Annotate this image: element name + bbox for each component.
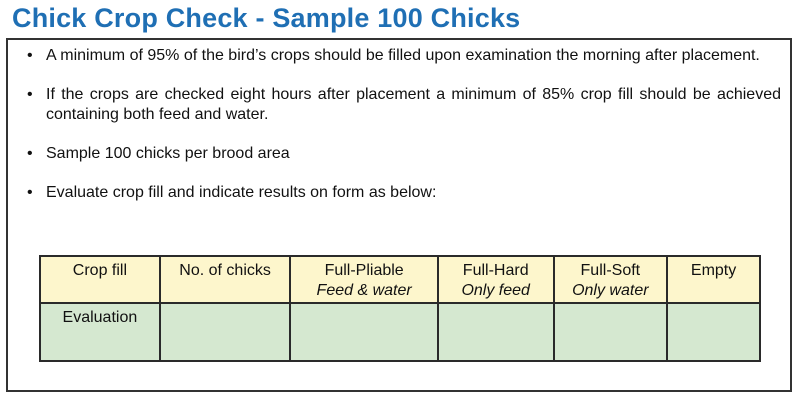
bullet-item bbox=[27, 85, 781, 125]
bullet-text: Sample 100 chicks per brood area bbox=[46, 145, 290, 162]
header-full-pliable: Full-Pliable Feed & water bbox=[290, 256, 438, 303]
header-empty: Empty bbox=[667, 256, 760, 303]
crop-fill-form bbox=[39, 255, 761, 362]
bullet-text: Evaluate crop fill and indicate results on form as below: bbox=[46, 184, 437, 201]
bullet-text: If the crops are checked eight hours after placement a minimum of 85% crop fill should be achieved containing both feed and water. bbox=[46, 86, 781, 123]
evaluation-cell-full-pliable[interactable] bbox=[290, 303, 438, 361]
evaluation-cell-full-soft[interactable] bbox=[554, 303, 668, 361]
content-frame bbox=[6, 38, 792, 392]
header-full-soft: Full-Soft Only water bbox=[554, 256, 668, 303]
bullet-item bbox=[27, 144, 781, 164]
header-crop-fill: Crop fill bbox=[40, 256, 160, 303]
evaluation-row bbox=[40, 303, 760, 361]
bullet-icon: • bbox=[27, 86, 33, 103]
page-title: Chick Crop Check - Sample 100 Chicks bbox=[12, 3, 521, 33]
bullet-icon: • bbox=[27, 145, 33, 162]
header-no-of-chicks: No. of chicks bbox=[160, 256, 291, 303]
bullet-icon: • bbox=[27, 47, 33, 64]
bullet-item bbox=[27, 183, 781, 203]
header-full-hard: Full-Hard Only feed bbox=[438, 256, 554, 303]
evaluation-label: Evaluation bbox=[40, 303, 160, 361]
evaluation-cell-empty[interactable] bbox=[667, 303, 760, 361]
bullet-item bbox=[27, 46, 781, 66]
bullet-text: A minimum of 95% of the bird’s crops should be filled upon examination the morning after placement. bbox=[46, 47, 760, 64]
header-full-hard-sub: Only feed bbox=[461, 282, 530, 299]
form-header-row bbox=[40, 256, 760, 303]
evaluation-cell-full-hard[interactable] bbox=[438, 303, 554, 361]
evaluation-cell-no-of-chicks[interactable] bbox=[160, 303, 291, 361]
header-full-soft-sub: Only water bbox=[572, 282, 649, 299]
bullet-icon: • bbox=[27, 184, 33, 201]
header-full-pliable-sub: Feed & water bbox=[316, 282, 412, 299]
bullet-list bbox=[8, 46, 781, 222]
